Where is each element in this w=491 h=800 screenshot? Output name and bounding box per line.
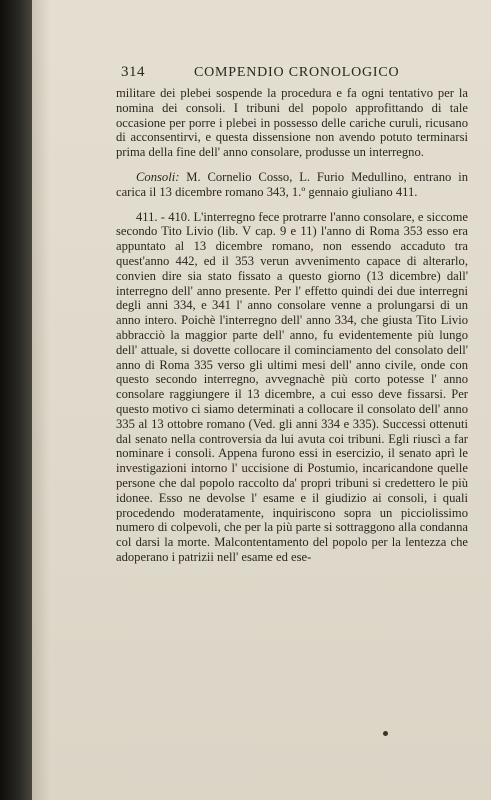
page-number: 314 xyxy=(121,64,145,80)
book-spine-shadow xyxy=(0,0,32,800)
main-paragraph: 411. - 410. L'interregno fece protrarre l'anno consolare, e siccome secondo Tito Livio (lib. V cap. 9 e 11) l'anno di Roma 353 esso era appuntato al 13 dicembre romano, non essendo accaduto tra quest'anno 442, ed il 353 verun avvenimento capace di alterarlo, convien dire sia stato fissato a questo giorno (13 dicembre) dall' interregno dell' anno presente. Per l' effetto quindi dei due interregni degli anni 334, e 341 l' anno consolare venne a prolungarsi di un anno intero. Poichè l'interregno dell' anno 334, che giusta Tito Livio abbracciò la maggior parte dell' anno, fu evidentemente più lungo dell' attuale, si dovette collocare il cominciamento del consolato dell' anno di Roma 335 verso gli ultimi mesi dell' anno civile, onde con questo secondo interregno, avvegnachè più corto potesse l' anno consolare raggiungere il 13 dicembre, a cui esso deve fissarsi. Per questo motivo ci siamo determinati a collocare il consolato dell' anno 335 al 13 ottobre romano (Ved. gli anni 334 e 335). Successi ottenuti dal senato nella controversia da lui avuta coi tribuni. Egli riuscì a far nominare i consoli. Appena furono essi in esercizio, il senato aprì le investigazioni intorno l' uccisione di Postumio, incaricandone quelle persone che dal popolo raccolto da' propri tribuni si credettero le più idonee. Esso ne devolse l' esame e il giudizio ai consoli, i quali procedendo moderatamente, inquiriscono sopra un picciolissimo numero di colpevoli, che per la più parte si sottraggono alla condanna col darsi la morte. Malcontentamento del popolo per la lentezza che adoperano i patrizii nell' esame ed ese- xyxy=(116,209,468,564)
body-text xyxy=(116,86,468,565)
consuls-label: Consoli: xyxy=(136,169,180,184)
running-head: COMPENDIO CRONOLOGICO xyxy=(194,65,400,80)
consuls-paragraph xyxy=(116,170,468,200)
ink-spot xyxy=(383,731,388,736)
page-header xyxy=(32,64,491,84)
book-page xyxy=(32,0,491,800)
opening-paragraph: militare dei plebei sospende la procedura e fa ogni tentativo per la nomina dei consoli. I tribuni del popolo approfittando di tale occasione per porre i plebei in possesso delle cariche curuli, ricusano di acconsentirvi, e questa dissensione non avendo potuto terminarsi prima della fine dell' anno consolare, produsse un interregno. xyxy=(116,86,468,160)
consuls-text: M. Cornelio Cosso, L. Furio Medullino, entrano in carica il 13 dicembre romano 343, 1.º gennaio giuliano 411. xyxy=(116,169,468,199)
